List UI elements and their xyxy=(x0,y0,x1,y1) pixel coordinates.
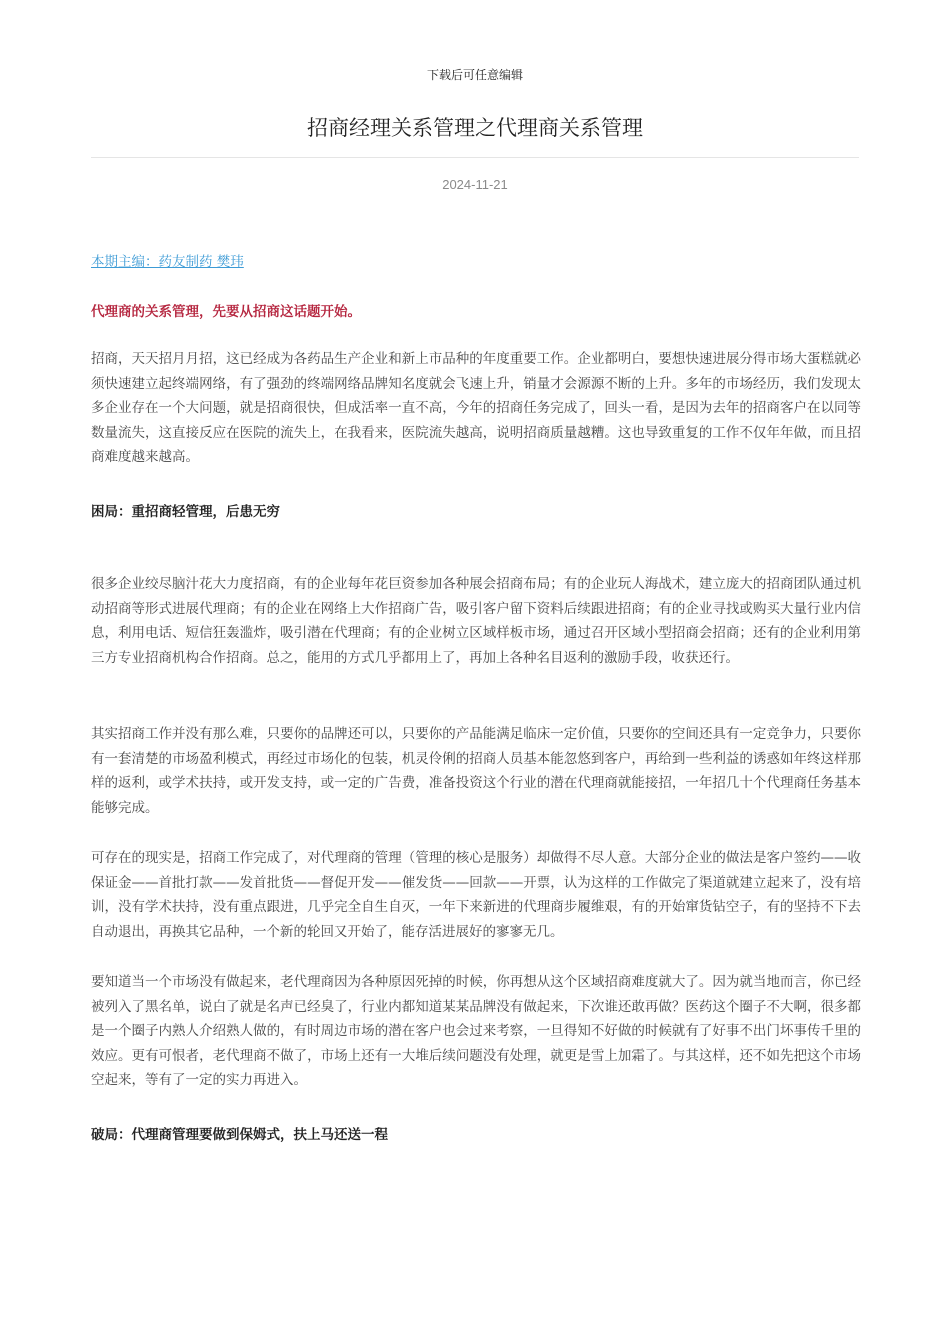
paragraph-3: 其实招商工作并没有那么难，只要你的品牌还可以，只要你的产品能满足临床一定价值，只要你的空间还具有一定竞争力，只要你有一套清楚的市场盈利模式，再经过市场化的包装，机灵伶俐的招商人员基本能忽悠到客户，再给到一些利益的诱惑如年终这样那样的返利，或学术扶持，或开发支持，或一定的广告费，准备投资这个行业的潜在代理商就能接招，一年招几十个代理商任务基本能够完成。 xyxy=(91,726,861,816)
lead-sentence: 代理商的关系管理，先要从招商这话题开始。 xyxy=(91,304,361,320)
section-heading-1: 困局：重招商轻管理，后患无穷 xyxy=(91,504,280,520)
paragraph-1: 招商，天天招月月招，这已经成为各药品生产企业和新上市品种的年度重要工作。企业都明白，要想快速进展分得市场大蛋糕就必须快速建立起终端网络，有了强劲的终端网络品牌知名度就会飞速上升，销量才会源源不断的上升。多年的市场经历，我们发现太多企业存在一个大问题，就是招商很快，但成活率一直不高，今年的招商任务完成了，回头一看，是因为去年的招商客户在以同等数量流失，这直接反应在医院的流失上，在我看来，医院流失越高，说明招商质量越糟。这也导致重复的工作不仅年年做，而且招商难度越来越高。 xyxy=(91,351,861,465)
section-heading-2: 破局：代理商管理要做到保姆式，扶上马还送一程 xyxy=(91,1127,388,1143)
paragraph-4: 可存在的现实是，招商工作完成了，对代理商的管理（管理的核心是服务）却做得不尽人意。大部分企业的做法是客户签约——收保证金——首批打款——发首批货——督促开发——催发货——回款——开票，认为这样的工作做完了渠道就建立起来了，没有培训，没有学术扶持，没有重点跟进，几乎完全自生自灭，一年下来新进的代理商步履维艰，有的开始窜货钻空子，有的坚持不下去自动退出，再换其它品种，一个新的轮回又开始了，能存活进展好的寥寥无几。 xyxy=(91,850,861,940)
title-divider xyxy=(91,157,859,158)
paragraph-2: 很多企业绞尽脑汁花大力度招商，有的企业每年花巨资参加各种展会招商布局；有的企业玩人海战术，建立庞大的招商团队通过机动招商等形式进展代理商；有的企业在网络上大作招商广告，吸引客户留下资料后续跟进招商；有的企业寻找或购买大量行业内信息，利用电话、短信狂轰滥炸，吸引潜在代理商；有的企业树立区域样板市场，通过召开区域小型招商会招商；还有的企业利用第三方专业招商机构合作招商。总之，能用的方式几乎都用上了，再加上各种名目返利的激励手段，收获还行。 xyxy=(91,576,861,666)
publish-date: 2024-11-21 xyxy=(442,177,508,192)
header-note: 下载后可任意编辑 xyxy=(426,68,523,82)
editor-link[interactable]: 本期主编：药友制药 樊玮 xyxy=(91,254,244,270)
page-title: 招商经理关系管理之代理商关系管理 xyxy=(307,116,643,140)
paragraph-5: 要知道当一个市场没有做起来，老代理商因为各种原因死掉的时候，你再想从这个区域招商难度就大了。因为就当地而言，你已经被列入了黑名单，说白了就是名声已经臭了，行业内都知道某某品牌没有做起来，下次谁还敢再做？医药这个圈子不大啊，很多都是一个圈子内熟人介绍熟人做的，有时周边市场的潜在客户也会过来考察，一旦得知不好做的时候就有了好事不出门坏事传千里的效应。更有可恨者，老代理商不做了，市场上还有一大堆后续问题没有处理，就更是雪上加霜了。与其这样，还不如先把这个市场空起来，等有了一定的实力再进入。 xyxy=(91,974,861,1088)
